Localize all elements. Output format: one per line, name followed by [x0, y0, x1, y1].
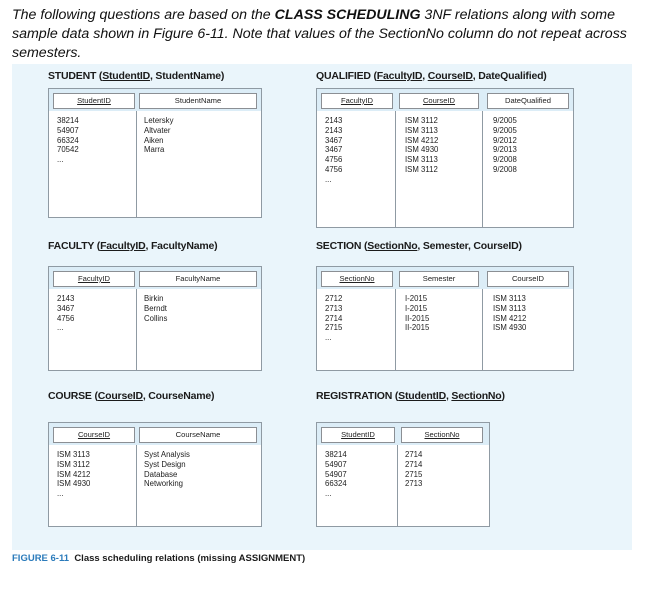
- intro-text-2: 3NF relations along with some sample data shown in Figure 6-11. Note that values of the SectionNo column do not repeat across semesters.: [12, 7, 627, 61]
- intro-text-1: The following questions are based on the: [12, 7, 275, 23]
- section-header-courseid: CourseID: [487, 271, 569, 287]
- student-header-studentname: StudentName: [139, 93, 257, 109]
- intro-paragraph: [12, 6, 640, 62]
- faculty-header-facultyid: FacultyID: [53, 271, 135, 287]
- registration-relation-title: REGISTRATION (StudentID, SectionNo): [316, 390, 505, 402]
- qualified-header-datequalified: DateQualified: [487, 93, 569, 109]
- faculty-header-facultyname: FacultyName: [139, 271, 257, 287]
- figure-panel: [12, 64, 632, 550]
- faculty-table: [48, 266, 262, 371]
- student-relation-title: STUDENT (StudentID, StudentName): [48, 70, 225, 82]
- course-header-coursename: CourseName: [139, 427, 257, 443]
- student-table: [48, 88, 262, 218]
- student-column-studentname: Letersky Altvater Aiken Marra: [144, 116, 174, 155]
- course-header-courseid: CourseID: [53, 427, 135, 443]
- qualified-header-courseid: CourseID: [399, 93, 479, 109]
- figure-caption: [12, 553, 305, 564]
- registration-column-studentid: 38214 54907 54907 66324 ...: [325, 450, 347, 499]
- figure-number: FIGURE 6-11: [12, 553, 70, 564]
- intro-bold-text: CLASS SCHEDULING: [274, 7, 421, 23]
- figure-caption-text: Class scheduling relations (missing ASSIGNMENT): [74, 553, 306, 564]
- section-relation-title: SECTION (SectionNo, Semester, CourseID): [316, 240, 522, 252]
- registration-header-studentid: StudentID: [321, 427, 395, 443]
- section-header-sectionno: SectionNo: [321, 271, 393, 287]
- registration-header-sectionno: SectionNo: [401, 427, 483, 443]
- course-relation-title: COURSE (CourseID, CourseName): [48, 390, 215, 402]
- qualified-column-datequalified: 9/2005 9/2005 9/2012 9/2013 9/2008 9/2008: [493, 116, 517, 174]
- qualified-column-courseid: ISM 3112 ISM 3113 ISM 4212 ISM 4930 ISM 3113 ISM 3112: [405, 116, 439, 174]
- qualified-relation-title: QUALIFIED (FacultyID, CourseID, DateQualified): [316, 70, 547, 82]
- course-table: [48, 422, 262, 527]
- course-column-courseid: ISM 3113 ISM 3112 ISM 4212 ISM 4930 ...: [57, 450, 91, 499]
- registration-column-sectionno: 2714 2714 2715 2713: [405, 450, 423, 489]
- section-table: [316, 266, 574, 371]
- faculty-column-facultyid: 2143 3467 4756 ...: [57, 294, 75, 333]
- qualified-header-facultyid: FacultyID: [321, 93, 393, 109]
- student-column-studentid: 38214 54907 66324 70542 ...: [57, 116, 79, 165]
- faculty-relation-title: FACULTY (FacultyID, FacultyName): [48, 240, 218, 252]
- faculty-column-facultyname: Birkin Berndt Collins: [144, 294, 168, 323]
- registration-table: [316, 422, 490, 527]
- qualified-column-facultyid: 2143 2143 3467 3467 4756 4756 ...: [325, 116, 343, 184]
- section-column-sectionno: 2712 2713 2714 2715 ...: [325, 294, 343, 343]
- section-column-semester: I-2015 I-2015 II-2015 II-2015: [405, 294, 430, 333]
- student-header-studentid: StudentID: [53, 93, 135, 109]
- section-header-semester: Semester: [399, 271, 479, 287]
- qualified-table: [316, 88, 574, 228]
- course-column-coursename: Syst Analysis Syst Design Database Networking: [144, 450, 190, 489]
- section-column-courseid: ISM 3113 ISM 3113 ISM 4212 ISM 4930: [493, 294, 527, 333]
